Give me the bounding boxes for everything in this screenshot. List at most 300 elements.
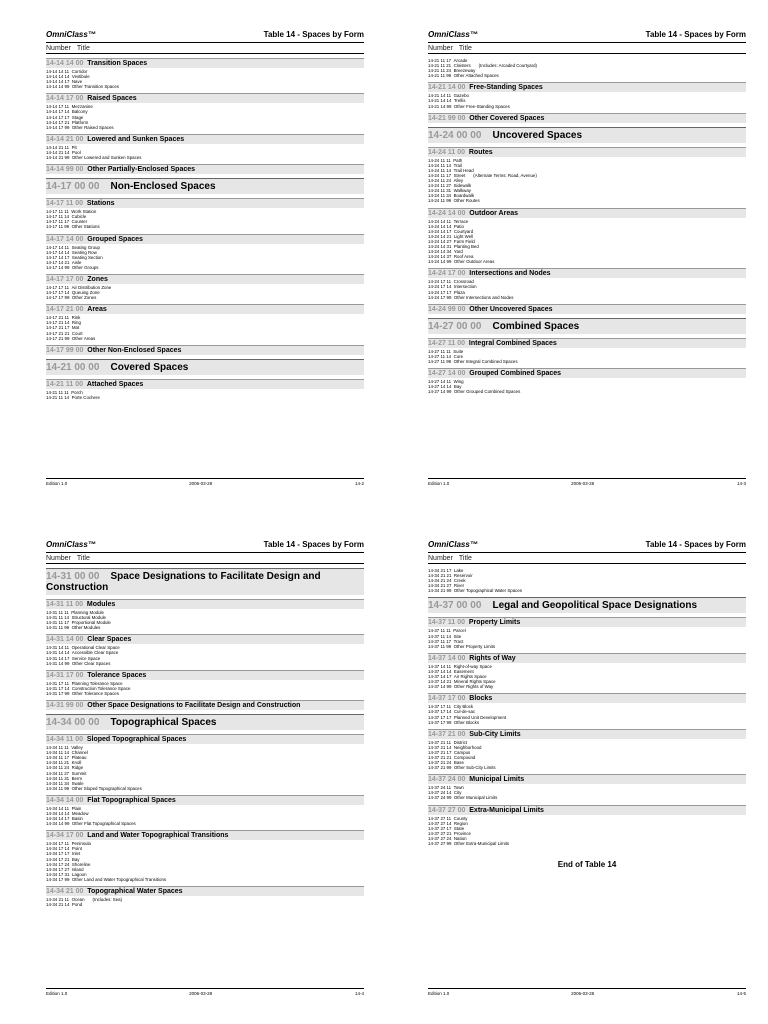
item-code: 14-17 14 21: [46, 259, 70, 265]
section-code: 14-31 14 00: [46, 636, 84, 644]
section-title: Intersections and Nodes: [469, 270, 551, 278]
section-code: 14-37 14 00: [428, 654, 466, 662]
section-title: Other Partially-Enclosed Spaces: [87, 166, 196, 174]
item-code: 14-21 11 17: [428, 58, 452, 63]
section-title: Uncovered Spaces: [492, 129, 583, 141]
item-code: 14-37 24 11: [428, 785, 452, 791]
item-title: Other Sub-City Limits: [453, 765, 496, 771]
section: [46, 830, 364, 882]
item-title: Queuing Zone: [71, 290, 100, 296]
column-number: Number: [46, 45, 71, 52]
item-code: 14-24 17 11: [428, 279, 452, 285]
section-heading: [46, 234, 364, 244]
section-heading: [428, 208, 746, 218]
section: [428, 368, 746, 394]
item-list: [428, 628, 746, 648]
item-code: 14-14 17 14: [46, 109, 70, 115]
list-item: [46, 786, 364, 791]
item-code: 14-37 17 11: [428, 704, 452, 710]
item-code: 14-21 11 14: [46, 394, 70, 400]
item-code: 14-37 21 14: [428, 744, 452, 750]
item-code: 14-17 21 14: [46, 320, 70, 326]
section-code: 14-31 17 00: [46, 671, 84, 679]
section-title: Tolerance Spaces: [87, 671, 147, 679]
document-page: [46, 540, 364, 996]
section-code: 14-21 00 00: [46, 361, 100, 373]
item-title: Neighborhood: [453, 744, 482, 750]
section: [428, 653, 746, 689]
item-code: 14-17 17 11: [46, 284, 70, 290]
item-title: Planning Module: [71, 610, 104, 615]
item-code: 14-17 21 99: [46, 335, 70, 341]
item-code: 14-34 17 99: [46, 876, 70, 882]
item-title: Other Modules: [71, 625, 101, 631]
item-code: 14-14 17 17: [46, 114, 70, 120]
item-title: Courtyard: [453, 228, 474, 234]
item-title: Cloisters: [453, 63, 471, 69]
item-code: 14-17 14 17: [46, 254, 70, 260]
list-item: [46, 395, 364, 400]
item-list: [428, 93, 746, 108]
page-footer: [46, 478, 364, 489]
section-code: 14-24 99 00: [428, 305, 466, 313]
item-code: 14-17 21 17: [46, 325, 70, 331]
item-code: 14-34 14 14: [46, 810, 70, 816]
item-code: 14-24 11 14: [428, 167, 452, 173]
item-title: Compound: [453, 754, 476, 760]
item-code: 14-24 14 34: [428, 249, 452, 255]
item-title: Seating Row: [71, 249, 97, 255]
item-code: 14-37 14 21: [428, 679, 452, 685]
section-heading: [428, 693, 746, 703]
section-code: 14-27 14 00: [428, 370, 466, 377]
item-title: Other Groups: [71, 264, 99, 270]
section-heading-major: [428, 127, 746, 143]
item-code: 14-34 17 24: [46, 861, 70, 867]
item-code: 14-24 11 31: [428, 188, 452, 194]
item-code: 14-21 14 14: [428, 98, 452, 104]
section: [46, 634, 364, 665]
item-list: [46, 897, 364, 907]
section-title: Other Space Designations to Facilitate Design and Construction: [87, 702, 301, 710]
page-header: [46, 540, 364, 553]
section: [428, 568, 746, 593]
item-note: (Includes: Sea): [92, 897, 123, 902]
item-title: Other Outdoor Areas: [453, 259, 495, 265]
item-code: 14-24 14 27: [428, 238, 452, 244]
item-title: District: [453, 739, 467, 745]
item-code: 14-17 11 17: [46, 219, 70, 225]
list-item: [46, 902, 364, 907]
section-title: Combined Spaces: [492, 320, 580, 332]
list-item: [428, 104, 746, 109]
item-code: 14-37 21 24: [428, 760, 452, 766]
item-title: Accessible Clear Space: [71, 650, 119, 656]
item-title: Trail Head: [453, 167, 474, 173]
section: [46, 198, 364, 229]
item-code: 14-34 17 27: [46, 866, 70, 872]
item-title: Planned Unit Development: [453, 714, 507, 720]
section: [46, 700, 364, 710]
section: [46, 178, 364, 194]
section-code: 14-21 99 00: [428, 114, 466, 122]
item-code: 14-24 17 99: [428, 294, 452, 300]
item-title: Service Space: [71, 655, 101, 661]
item-title: Yard: [453, 249, 463, 255]
item-title: Berm: [71, 775, 83, 781]
item-code: 14-37 11 99: [428, 643, 452, 649]
column-number: Number: [428, 45, 453, 52]
page-header: [46, 30, 364, 43]
section-code: 14-17 14 00: [46, 235, 84, 243]
list-item: [428, 720, 746, 725]
item-title: Crossroad: [453, 279, 474, 285]
section-code: 14-14 14 00: [46, 60, 84, 67]
item-code: 14-37 24 99: [428, 795, 452, 801]
section-heading: [428, 617, 746, 627]
section-title: Integral Combined Spaces: [468, 339, 557, 347]
item-code: 14-37 27 99: [428, 841, 452, 846]
item-code: 14-17 17 14: [46, 290, 70, 296]
item-code: 14-34 11 31: [46, 775, 70, 781]
footer-edition: Edition 1.0: [46, 481, 68, 486]
section: [46, 568, 364, 595]
section-code: 14-24 14 00: [428, 209, 466, 217]
section: [428, 693, 746, 724]
item-code: 14-24 14 99: [428, 259, 452, 265]
item-title: Other Raised Spaces: [71, 124, 114, 130]
item-title: Channel: [71, 750, 88, 756]
item-code: 14-14 14 99: [46, 84, 70, 90]
item-code: 14-37 27 14: [428, 820, 452, 826]
brand-name: OmniClass™: [428, 540, 478, 549]
item-title: Basin: [71, 816, 83, 822]
column-header: [428, 43, 746, 54]
item-list: [428, 785, 746, 800]
item-code: 14-37 27 17: [428, 825, 452, 831]
section-heading: [428, 147, 746, 157]
item-code: 14-31 14 11: [46, 645, 70, 651]
item-title: Other Land and Water Topographical Transitions: [71, 876, 167, 882]
list-item: [428, 795, 746, 800]
item-title: Other Zones: [71, 295, 97, 301]
column-header: [46, 553, 364, 564]
page-footer: [428, 988, 746, 999]
section: [46, 379, 364, 400]
item-list: [46, 610, 364, 630]
item-title: Work Station: [71, 209, 97, 215]
item-title: Trellis: [453, 98, 466, 104]
section: [428, 58, 746, 78]
table-title: Table 14 - Spaces by Form: [263, 540, 364, 549]
item-code: 14-27 14 14: [428, 384, 452, 390]
footer-edition: Edition 1.0: [428, 991, 450, 996]
item-code: 14-34 11 17: [46, 755, 70, 761]
list-item: [428, 684, 746, 689]
item-code: 14-37 21 99: [428, 765, 452, 771]
section-code: 14-37 27 00: [428, 806, 466, 814]
section: [46, 345, 364, 355]
section-code: 14-34 00 00: [46, 717, 100, 729]
section: [428, 304, 746, 314]
item-title: Breezeway: [453, 68, 476, 74]
item-title: Plateau: [71, 755, 87, 761]
section: [46, 886, 364, 907]
section-code: 14-21 11 00: [46, 380, 83, 388]
item-code: 14-37 27 24: [428, 835, 452, 841]
item-code: 14-14 21 11: [46, 144, 70, 150]
section: [428, 147, 746, 204]
section: [428, 268, 746, 299]
item-code: 14-37 11 11: [428, 628, 451, 634]
section-title: Legal and Geopolitical Space Designations: [492, 600, 698, 612]
item-code: 14-17 14 14: [46, 249, 70, 255]
section-code: 14-34 11 00: [46, 736, 83, 744]
item-code: 14-34 14 17: [46, 816, 70, 822]
section-title: Flat Topographical Spaces: [87, 796, 176, 804]
page-number: 14-3: [736, 481, 746, 486]
section-code: 14-24 00 00: [428, 129, 482, 141]
section-code: 14-27 11 00: [428, 339, 465, 347]
item-list: [428, 740, 746, 771]
page-footer: [46, 988, 364, 999]
section-title: Free-Standing Spaces: [469, 84, 543, 92]
section: [428, 597, 746, 613]
item-code: 14-17 11 11: [46, 209, 69, 215]
column-title: Title: [76, 555, 90, 562]
item-title: Other Lowered and Sunken Spaces: [71, 155, 142, 161]
item-title: Other Routes: [453, 198, 480, 204]
item-title: Bay: [453, 384, 462, 390]
item-code: 14-21 14 11: [428, 93, 452, 99]
item-code: 14-24 14 21: [428, 233, 452, 239]
section-heading: [46, 164, 364, 174]
item-code: 14-21 11 24: [428, 68, 452, 74]
item-title: Lake: [453, 568, 464, 573]
section-heading-major: [428, 597, 746, 613]
item-code: 14-17 14 11: [46, 244, 70, 250]
item-title: Peninsula: [71, 841, 91, 847]
list-item: [428, 841, 746, 846]
item-title: Inlet: [71, 851, 81, 857]
section: [428, 318, 746, 334]
section: [46, 795, 364, 826]
item-code: 14-37 17 14: [428, 709, 452, 715]
item-title: Other Stations: [71, 224, 100, 230]
item-code: 14-17 21 21: [46, 330, 70, 336]
brand-name: OmniClass™: [428, 30, 478, 39]
item-list: [46, 645, 364, 665]
item-list: [46, 681, 364, 696]
item-title: City Block: [453, 704, 474, 710]
item-title: Town: [453, 785, 464, 791]
section-title: Other Uncovered Spaces: [469, 305, 553, 313]
item-code: 14-24 11 17: [428, 172, 452, 178]
item-title: Other Clear Spaces: [71, 660, 111, 666]
item-title: Island: [71, 866, 84, 872]
section-heading: [428, 653, 746, 663]
item-list: [428, 279, 746, 299]
item-title: County: [453, 815, 468, 821]
item-title: Balcony: [71, 109, 88, 115]
item-code: 14-21 11 99: [428, 73, 452, 79]
item-title: Other Tolerance Spaces: [71, 690, 119, 696]
item-code: 14-37 11 17: [428, 638, 452, 644]
item-code: 14-37 14 11: [428, 663, 452, 669]
item-code: 14-34 21 99: [428, 588, 452, 594]
section-title: Extra-Municipal Limits: [469, 806, 544, 814]
section-heading: [46, 734, 364, 744]
item-title: Bay: [71, 856, 80, 862]
item-title: Plain: [71, 805, 82, 811]
item-title: Other Extra-Municipal Limits: [453, 841, 510, 846]
item-code: 14-34 17 11: [46, 841, 70, 847]
column-header: [428, 553, 746, 564]
item-code: 14-27 14 99: [428, 389, 452, 395]
section: [428, 774, 746, 800]
item-title: Other Attached Spaces: [453, 73, 499, 79]
column-title: Title: [458, 555, 472, 562]
section-heading: [428, 338, 746, 348]
item-code: 14-27 11 99: [428, 358, 452, 364]
item-title: Terrace: [453, 218, 469, 224]
item-title: Core: [453, 353, 464, 359]
section: [428, 617, 746, 648]
section: [46, 304, 364, 340]
section-heading: [46, 379, 364, 389]
item-title: Operational Clear Space: [71, 645, 120, 651]
item-title: Air Distribution Zone: [71, 284, 112, 290]
item-title: Other Blocks: [453, 719, 480, 725]
item-title: Other Property Limits: [453, 643, 496, 649]
item-title: Construction Tolerance Space: [71, 685, 131, 691]
item-code: 14-34 17 31: [46, 871, 70, 877]
section-title: Space Designations to Facilitate Design and Construction: [46, 571, 321, 593]
section: [428, 729, 746, 771]
item-code: 14-24 14 31: [428, 243, 452, 249]
item-code: 14-34 21 21: [428, 573, 452, 579]
item-title: Cul-de-sac: [453, 709, 476, 715]
item-list: [428, 349, 746, 364]
list-item: [46, 125, 364, 130]
item-note: (Alternate Terms: Road, Avenue): [473, 172, 537, 178]
page-footer: [428, 478, 746, 489]
item-title: Ridge: [71, 765, 84, 771]
item-list: [428, 664, 746, 689]
item-list: [46, 209, 364, 229]
item-code: 14-24 11 14: [428, 162, 452, 168]
item-title: Porte Cochere: [71, 394, 100, 400]
item-list: [46, 245, 364, 270]
section: [428, 82, 746, 108]
item-title: Other Free-Standing Spaces: [453, 103, 510, 109]
item-title: Ring: [71, 320, 81, 326]
footer-date: 2006-03-28: [571, 481, 595, 486]
item-code: 14-24 11 24: [428, 178, 452, 184]
item-title: Other Municipal Limits: [453, 795, 498, 801]
page-number: 14-4: [354, 991, 364, 996]
item-title: Gazebo: [453, 93, 469, 99]
item-code: 14-24 14 14: [428, 223, 452, 229]
list-item: [428, 588, 746, 593]
section-code: 14-37 17 00: [428, 695, 466, 703]
item-code: 14-37 24 14: [428, 790, 452, 796]
list-item: [46, 336, 364, 341]
section-title: Routes: [468, 148, 493, 156]
item-title: Campus: [453, 749, 471, 755]
list-item: [428, 389, 746, 394]
section-heading-major: [46, 178, 364, 194]
item-code: 14-34 14 11: [46, 805, 70, 811]
section-heading: [428, 368, 746, 378]
footer-edition: Edition 1.0: [428, 481, 450, 486]
item-code: 14-34 21 11: [46, 897, 70, 902]
item-code: 14-14 21 14: [46, 149, 70, 155]
section-title: Land and Water Topographical Transitions: [87, 832, 229, 840]
item-title: Stage: [71, 114, 84, 120]
section-code: 14-31 00 00: [46, 571, 100, 582]
item-code: 14-37 21 11: [428, 739, 452, 745]
item-title: Air Rights Space: [453, 674, 487, 680]
list-item: [46, 821, 364, 826]
item-code: 14-34 11 21: [46, 760, 70, 766]
item-title: Light Well: [453, 233, 474, 239]
item-title: Tract: [453, 638, 464, 644]
section-heading: [428, 82, 746, 92]
list-item: [46, 691, 364, 696]
item-title: Other Integral Combined Spaces: [453, 358, 518, 364]
list-item: [46, 155, 364, 160]
item-title: Easement: [453, 668, 474, 674]
section: [46, 734, 364, 791]
item-title: Nave: [71, 79, 83, 85]
item-title: Mineral Rights Space: [453, 679, 496, 685]
list-item: [428, 295, 746, 300]
column-title: Title: [458, 45, 472, 52]
section: [46, 274, 364, 300]
item-code: 14-34 11 34: [46, 780, 70, 786]
item-title: Other Rights of Way: [453, 684, 494, 690]
item-code: 14-14 14 11: [46, 69, 70, 74]
item-code: 14-37 27 21: [428, 830, 452, 836]
list-item: [428, 644, 746, 649]
item-code: 14-17 17 99: [46, 295, 70, 301]
item-code: 14-37 14 17: [428, 674, 452, 680]
item-list: [46, 145, 364, 160]
item-code: 14-31 11 11: [46, 610, 69, 615]
list-item: [46, 625, 364, 630]
item-list: [46, 806, 364, 826]
item-code: 14-31 14 14: [46, 650, 70, 656]
section-code: 14-34 14 00: [46, 796, 84, 804]
section-heading: [46, 134, 364, 144]
section-heading-major: [46, 359, 364, 375]
section-heading: [46, 670, 364, 680]
item-title: Other Transition Spaces: [71, 84, 119, 90]
item-code: 14-24 11 27: [428, 183, 452, 189]
item-title: Sidewalk: [453, 183, 472, 189]
item-code: 14-34 11 14: [46, 750, 70, 756]
list-item: [428, 73, 746, 78]
item-title: Reservoir: [453, 573, 473, 579]
section-title: Lowered and Sunken Spaces: [87, 135, 185, 143]
section-heading-major: [46, 714, 364, 730]
section-heading: [46, 58, 364, 68]
list-item: [46, 265, 364, 270]
section: [46, 670, 364, 696]
section-heading: [46, 274, 364, 284]
section-title: Covered Spaces: [110, 361, 189, 373]
